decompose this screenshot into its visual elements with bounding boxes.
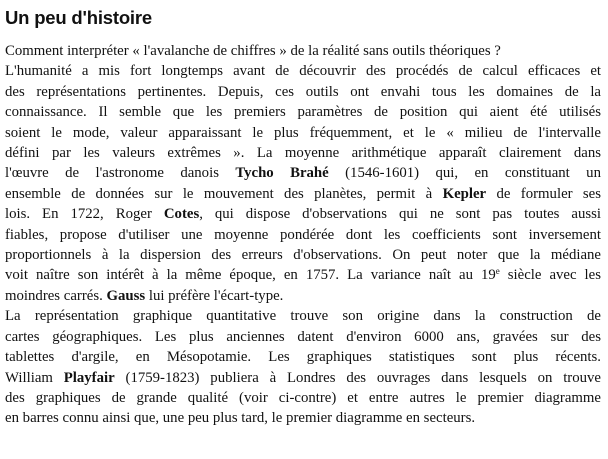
- name-gauss: Gauss: [106, 287, 146, 304]
- text-segment: (1546-1601) qui, en constituant un: [328, 165, 601, 182]
- text-line: [5, 204, 601, 224]
- text-segment: voit naître son intérêt à la même époque, en 1757. La variance naît au 19: [5, 267, 496, 284]
- text-line: des représentations pertinentes. Depuis, ces outils ont envahi tous les domaines de la: [5, 83, 601, 100]
- section-title: Un peu d'histoire: [5, 7, 152, 28]
- name-playfair: Playfair: [63, 369, 115, 386]
- text-segment: l'œuvre de l'astronome danois: [5, 165, 236, 182]
- text-line: soient le mode, valeur apparaissant le plus fréquemment, et le « milieu de l'intervalle: [5, 124, 601, 141]
- text-line: des graphiques de grande qualité (voir ci-contre) et entre autres le premier diagramme: [5, 389, 601, 406]
- text-segment: siècle avec les: [499, 267, 601, 284]
- text-segment: lui préfère l'écart-type.: [145, 287, 284, 304]
- name-kepler: Kepler: [442, 185, 487, 202]
- text-segment: William: [5, 369, 64, 386]
- text-segment: lois. En 1722, Roger: [5, 206, 164, 223]
- text-segment: moindres carrés.: [5, 287, 107, 304]
- text-line: Comment interpréter « l'avalanche de chiffres » de la réalité sans outils théoriques ?: [5, 43, 501, 59]
- text-line: L'humanité a mis fort longtemps avant de découvrir des procédés de calcul efficaces et: [5, 63, 601, 80]
- text-line: connaissance. Il semble que les premiers paramètres de position qui aient été utilisés: [5, 104, 601, 121]
- text-line: en barres connu ainsi que, une peu plus tard, le premier diagramme en secteurs.: [5, 410, 476, 427]
- text-line: [5, 286, 601, 306]
- superscript-e: e: [495, 266, 500, 277]
- paragraph-history-statistics: [5, 41, 601, 306]
- text-line: [5, 163, 601, 183]
- text-line: fiables, propose d'utiliser une moyenne pondérée dont les coefficients sont inversement: [5, 226, 601, 243]
- text-segment: (1759-1823) publiera à Londres des ouvrages dans lesquels on trouve: [114, 369, 601, 386]
- text-segment: , qui dispose d'observations qui ne sont pas toutes aussi: [199, 206, 601, 223]
- name-cotes: Cotes: [163, 206, 200, 223]
- text-segment: de formuler ses: [486, 185, 601, 202]
- text-segment: ensemble de données sur le mouvement des planètes, permit à: [5, 185, 443, 202]
- text-line: tablettes d'argile, en Mésopotamie. Les graphiques statistiques sont plus récents.: [5, 349, 601, 366]
- text-line: cartes géographiques. Les plus anciennes datent d'environ 6000 ans, gravées sur des: [5, 328, 601, 345]
- name-tycho-brahe: Tycho Brahé: [235, 165, 329, 182]
- text-line: La représentation graphique quantitative trouve son origine dans la construction de: [5, 308, 601, 325]
- text-line: [5, 265, 601, 285]
- text-line: [5, 368, 601, 388]
- document-page: [5, 6, 601, 429]
- text-line: défini par les valeurs extrêmes ». La moyenne arithmétique apparaît clairement dans: [5, 145, 601, 162]
- text-line: [5, 184, 601, 204]
- paragraph-graphic-representation: [5, 306, 601, 428]
- text-line: proportionnels à la dispersion des erreurs d'observations. On peut noter que la médiane: [5, 247, 601, 264]
